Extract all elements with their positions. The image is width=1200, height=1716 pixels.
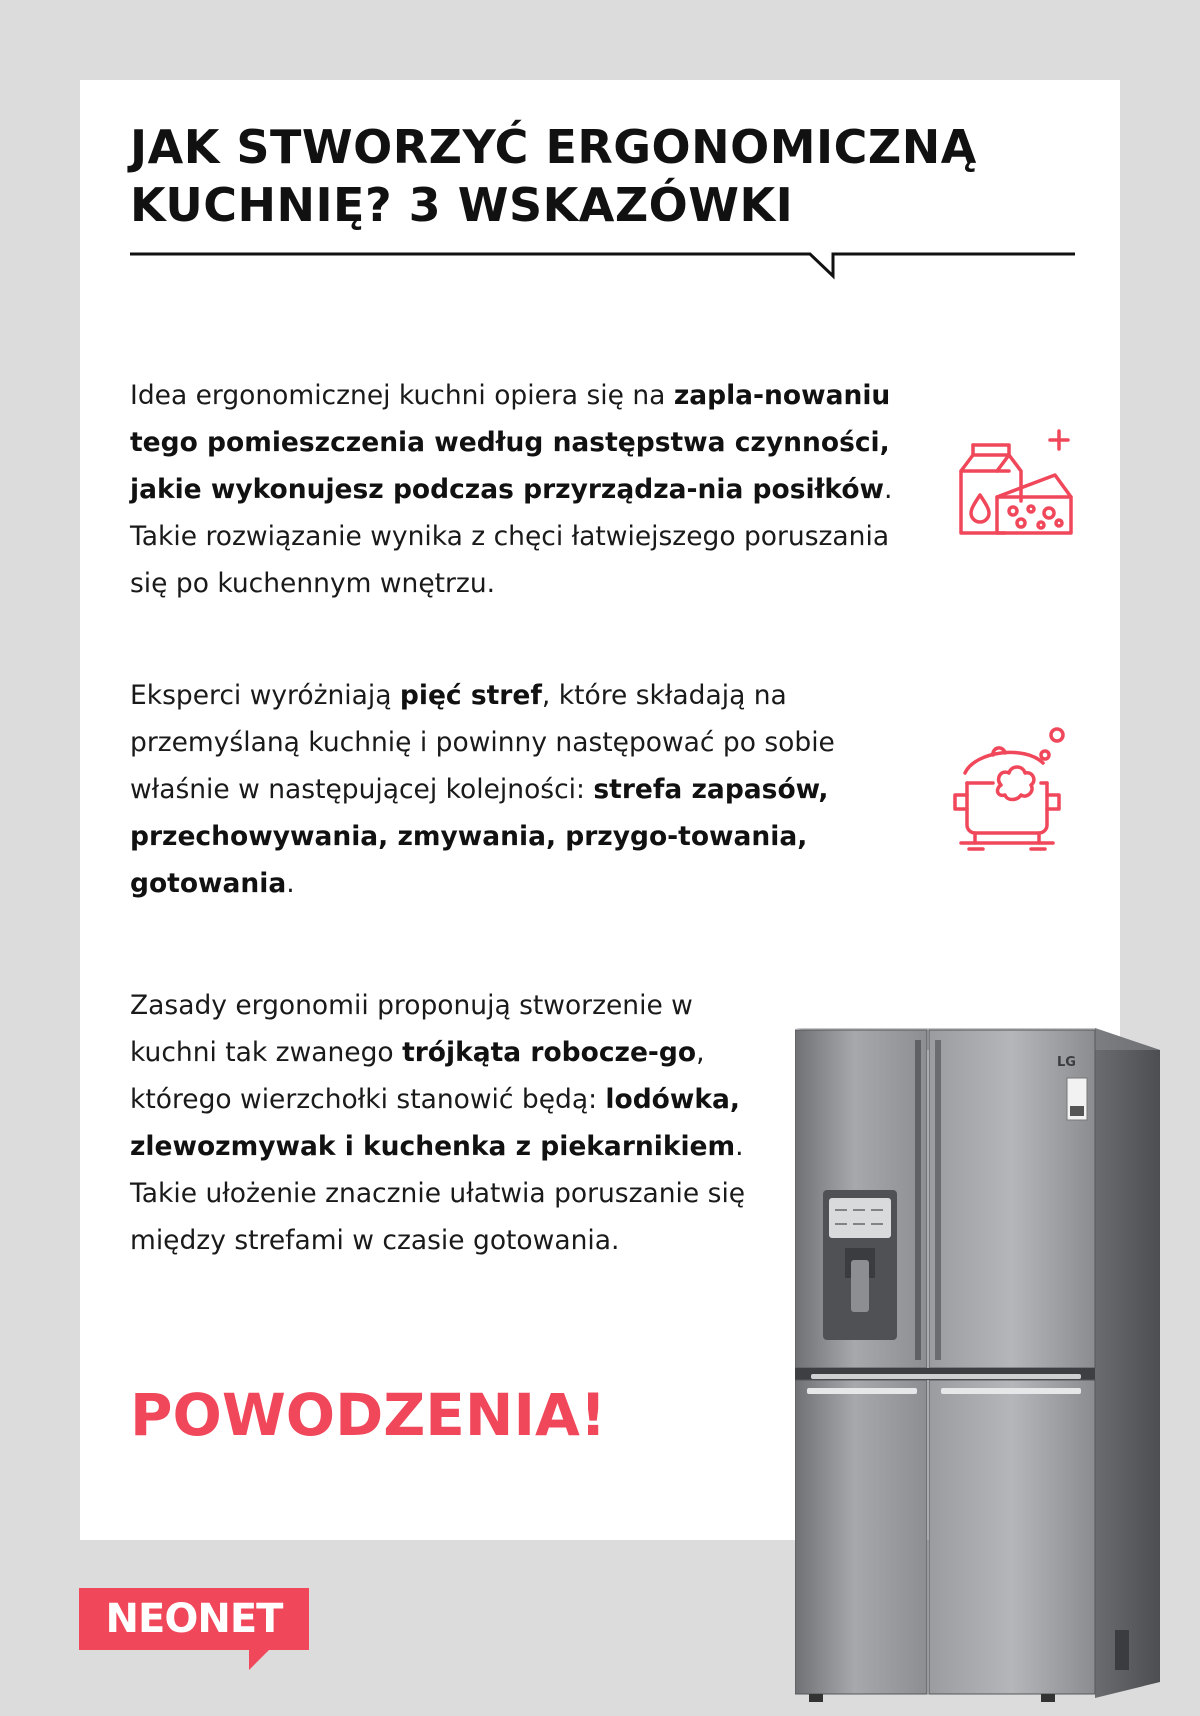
paragraph-2-segment: , które składają na przemyślaną kuchnię i powinny następować po sobie właśnie w następującej kolejności: <box>130 680 835 805</box>
paragraph-3-segment: . Takie ułożenie znacznie ułatwia poruszanie się między strefami w czasie gotowania. <box>130 1131 746 1256</box>
paragraph-2-segment: . <box>286 868 295 899</box>
cooking-pot-icon <box>945 725 1075 855</box>
paragraph-2 <box>130 672 900 907</box>
paragraph-3-segment: , którego wierzchołki stanowić będą: <box>130 1037 705 1115</box>
title-underline-speech-pointer <box>130 236 1075 286</box>
logo-wordmark: NEONET <box>105 1596 283 1642</box>
paragraph-1-segment: . Takie rozwiązanie wynika z chęci łatwiejszego poruszania się po kuchennym wnętrzu. <box>130 474 893 599</box>
milk-cheese-icon <box>955 425 1075 545</box>
paragraph-1-segment: Idea ergonomicznej kuchni opiera się na <box>130 380 674 411</box>
french-door-fridge-image <box>795 1010 1170 1705</box>
neonet-logo <box>79 1588 309 1670</box>
fridge-brand-badge: LG <box>1057 1055 1076 1070</box>
paragraph-2-emphasis: strefa zapasów, przechowywania, zmywania, przygo-towania, gotowania <box>130 774 829 899</box>
paragraph-3-emphasis: trójkąta robocze-go <box>402 1037 697 1068</box>
paragraph-1-emphasis: zapla-nowaniu tego pomieszczenia według następstwa czynności, jakie wykonujesz podczas przyrządza-nia posiłków <box>130 380 891 505</box>
paragraph-1 <box>130 372 910 607</box>
page-title <box>130 118 1090 234</box>
title-line-1: JAK STWORZYĆ ERGONOMICZNĄ <box>130 120 977 174</box>
paragraph-2-emphasis: pięć stref <box>399 680 542 711</box>
title-line-2: KUCHNIĘ? 3 WSKAZÓWKI <box>130 178 794 232</box>
paragraph-3-emphasis: lodówka, zlewozmywak i kuchenka z piekarnikiem <box>130 1084 740 1162</box>
paragraph-3-segment: Zasady ergonomii proponują stworzenie w kuchni tak zwanego <box>130 990 693 1068</box>
paragraph-3 <box>130 982 760 1264</box>
paragraph-2-segment: Eksperci wyróżniają <box>130 680 400 711</box>
closing-headline: POWODZENIA! <box>130 1381 607 1449</box>
